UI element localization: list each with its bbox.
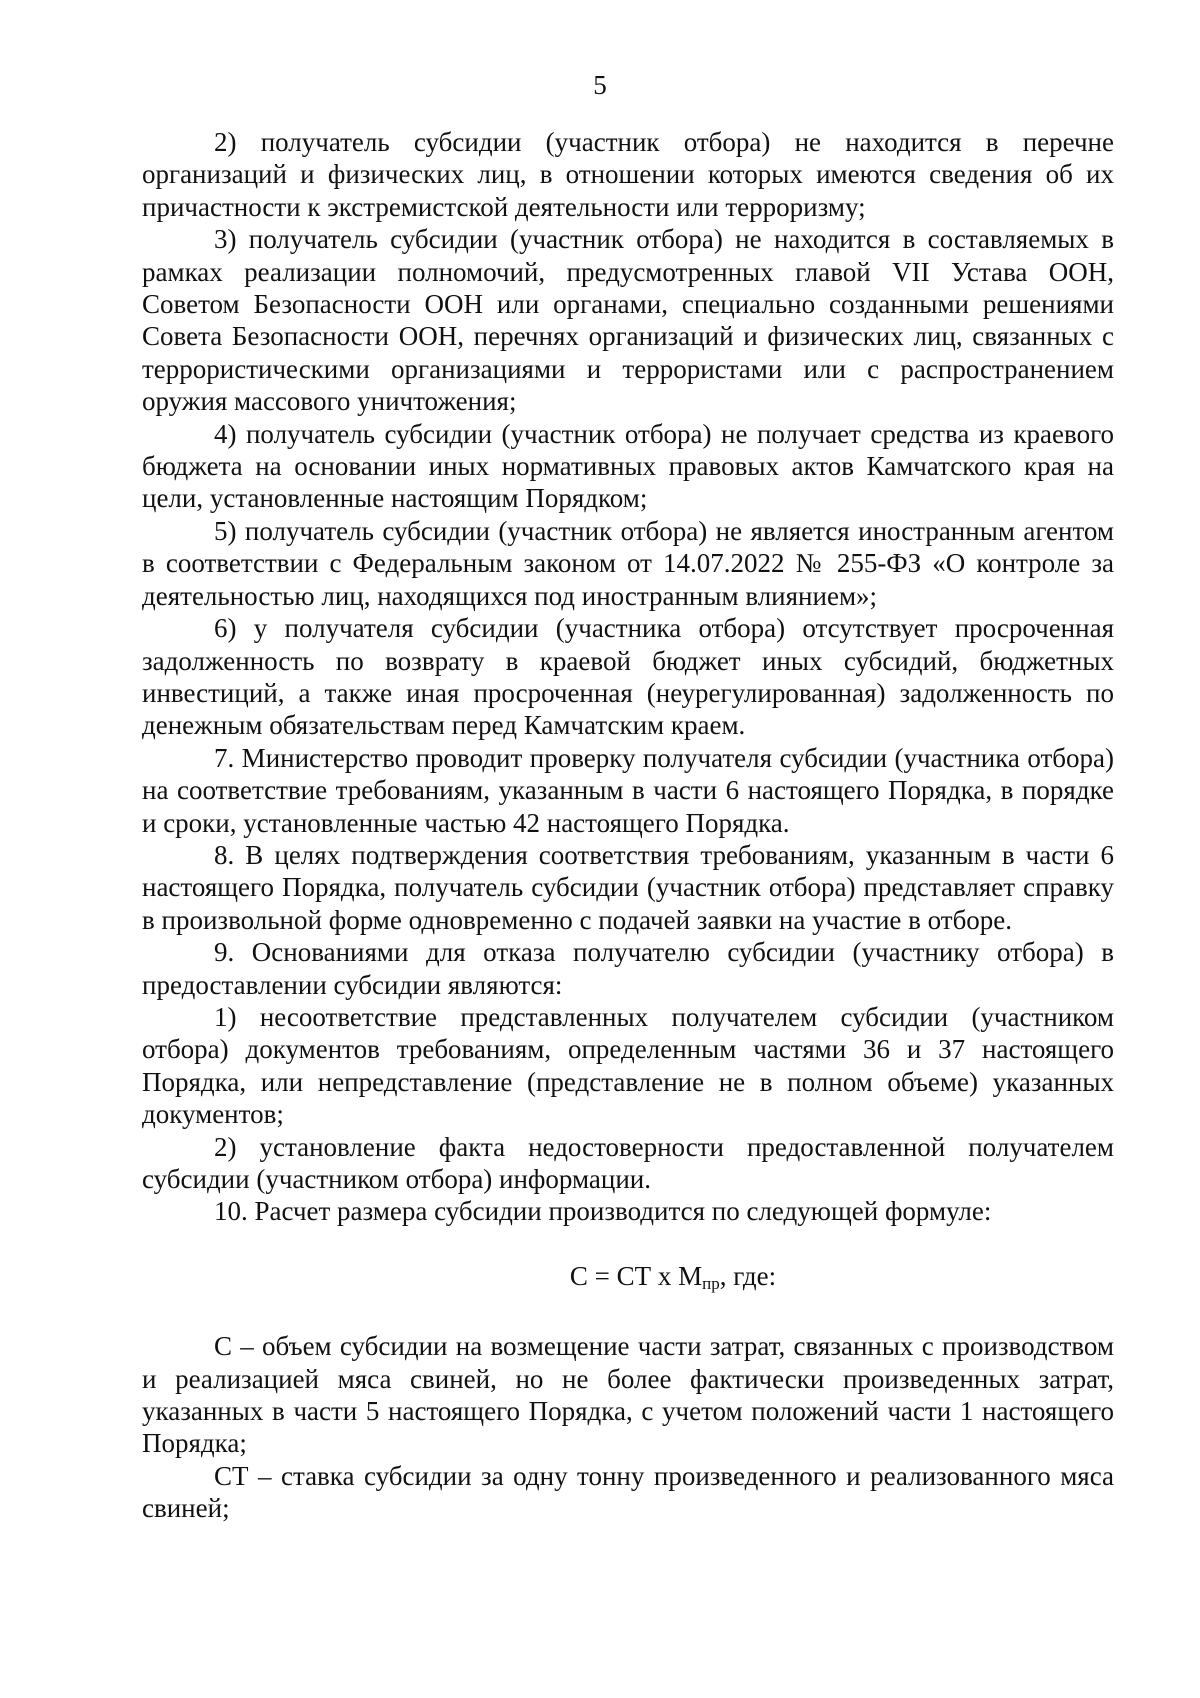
paragraph-item-6-no-debt: 6) у получателя субсидии (участника отбора) отсутствует просроченная задолженность по возврату в краевой бюджет иных субсидий, бюджетных инвестиций, а также иная просроченная (неурегулированная) задолженность по денежным обязательствам перед Камчатским краем.	[142, 613, 1114, 741]
paragraph-part-7-verification: 7. Министерство проводит проверку получателя субсидии (участника отбора) на соответствие требованиям, указанным в части 6 настоящего Порядка, в порядке и сроки, установленные частью 42 настоящего Порядка.	[142, 742, 1114, 838]
paragraph-definition-c: С – объем субсидии на возмещение части затрат, связанных с производством и реализацией мяса свиней, но не более фактически произведенных затрат, указанных в части 5 настоящего Порядка, с учетом положений части 1 настоящего Порядка;	[142, 1331, 1114, 1459]
paragraph-refusal-item-1: 1) несоответствие представленных получателем субсидии (участником отбора) документов требованиям, определенным частями 36 и 37 настоящего Порядка, или непредставление (представление не в полном объеме) указанных документов;	[142, 1001, 1114, 1130]
paragraph-part-9-refusal-grounds: 9. Основаниями для отказа получателю субсидии (участнику отбора) в предоставлении субсидии являются:	[142, 937, 1114, 1000]
subsidy-formula	[142, 1260, 1114, 1300]
paragraph-item-3-un-sanctions-list: 3) получатель субсидии (участник отбора) не находится в составляемых в рамках реализации полномочий, предусмотренных главой VII Устава ООН, Советом Безопасности ООН или органами, специально созданными решениями Совета Безопасности ООН, перечнях организаций и физических лиц, связанных с террористическими организациями и террористами или с распространением оружия массового уничтожения;	[142, 224, 1114, 417]
formula-tail: , где:	[719, 1260, 777, 1291]
paragraph-item-5-foreign-agent: 5) получатель субсидии (участник отбора) не является иностранным агентом в соответствии с Федеральным законом от 14.07.2022 № 255-ФЗ «О контроле за деятельностью лиц, находящихся под иностранным влиянием»;	[142, 515, 1114, 611]
paragraph-definition-st: СТ – ставка субсидии за одну тонну произведенного и реализованного мяса свиней;	[142, 1460, 1114, 1524]
document-body	[142, 126, 1114, 1525]
page-number: 5	[593, 70, 607, 100]
paragraph-part-8-certificate: 8. В целях подтверждения соответствия требованиям, указанным в части 6 настоящего Порядка, получатель субсидии (участник отбора) представляет справку в произвольной форме одновременно с подачей заявки на участие в отборе.	[142, 839, 1114, 935]
paragraph-refusal-item-2: 2) установление факта недостоверности предоставленной получателем субсидии (участником отбора) информации.	[142, 1131, 1114, 1194]
paragraph-item-2-extremism-list: 2) получатель субсидии (участник отбора) не находится в перечне организаций и физических лиц, в отношении которых имеются сведения об их причастности к экстремистской деятельности или терроризму;	[142, 127, 1114, 222]
formula-subscript: пр	[702, 1273, 720, 1293]
paragraph-item-4-no-other-funding: 4) получатель субсидии (участник отбора) не получает средства из краевого бюджета на основании иных нормативных правовых актов Камчатского края на цели, установленные настоящим Порядком;	[142, 418, 1114, 514]
formula-main: С = СТ x М	[569, 1260, 703, 1291]
paragraph-part-10-calculation: 10. Расчет размера субсидии производится по следующей формуле:	[214, 1196, 992, 1227]
